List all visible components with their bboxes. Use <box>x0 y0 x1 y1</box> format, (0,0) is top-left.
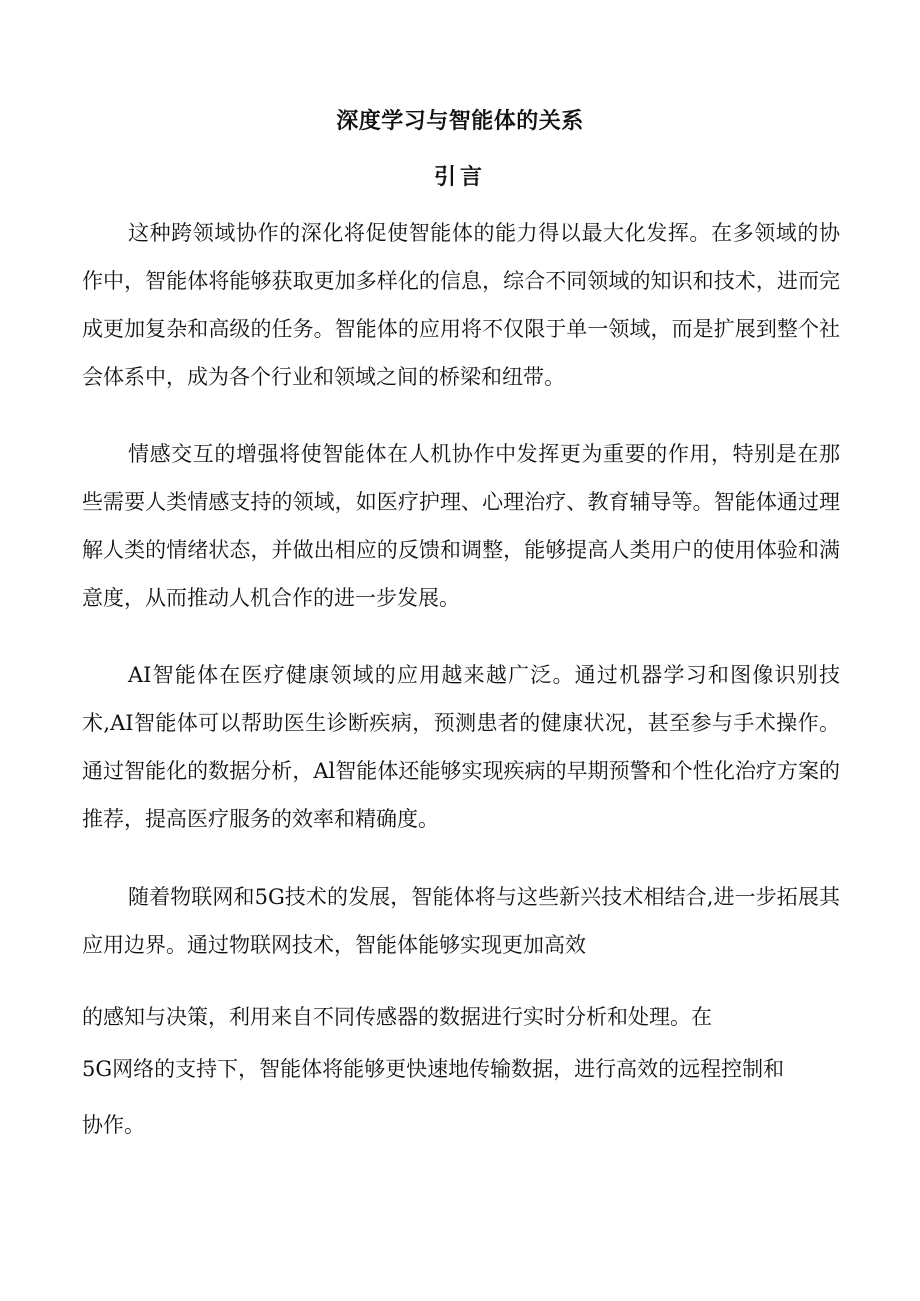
section-heading: 引言 <box>433 164 486 190</box>
paragraph-line: 协作。 <box>82 1113 145 1137</box>
paragraph-emotional-interaction: 情感交互的增强将使智能体在人机协作中发挥更为重要的作用，特别是在那些需要人类情感支持的领域，如医疗护理、心理治疗、教育辅导等。智能体通过理解人类的情绪状态，并做出相应的反馈和调整，能够提高人类用户的使用体验和满意度，从而推动人机合作的进一步发展。 <box>82 442 840 610</box>
paragraph-cross-domain: 这种跨领域协作的深化将促使智能体的能力得以最大化发挥。在多领域的协作中，智能体将能够获取更加多样化的信息，综合不同领域的知识和技术，进而完成更加复杂和高级的任务。智能体的应用将不仅限于单一领域，而是扩展到整个社会体系中，成为各个行业和领域之间的桥梁和纽带。 <box>82 221 840 389</box>
paragraph-iot-5g: 随着物联网和5G技术的发展，智能体将与这些新兴技术相结合,进一步拓展其应用边界。通过物联网技术，智能体能够实现更加高效 <box>82 885 840 957</box>
paragraph-healthcare: AI智能体在医疗健康领域的应用越来越广泛。通过机器学习和图像识别技术,AI智能体可以帮助医生诊断疾病，预测患者的健康状况，甚至参与手术操作。通过智能化的数据分析，Al智能体还能够实现疾病的早期预警和个性化治疗方案的推荐，提高医疗服务的效率和精确度。 <box>82 663 840 831</box>
document-title: 深度学习与智能体的关系 <box>336 108 584 134</box>
paragraph-line: 的感知与决策，利用来自不同传感器的数据进行实时分析和处理。在 <box>82 1005 712 1029</box>
paragraph-line: 5G网络的支持下，智能体将能够更快速地传输数据，进行高效的远程控制和 <box>82 1057 785 1081</box>
